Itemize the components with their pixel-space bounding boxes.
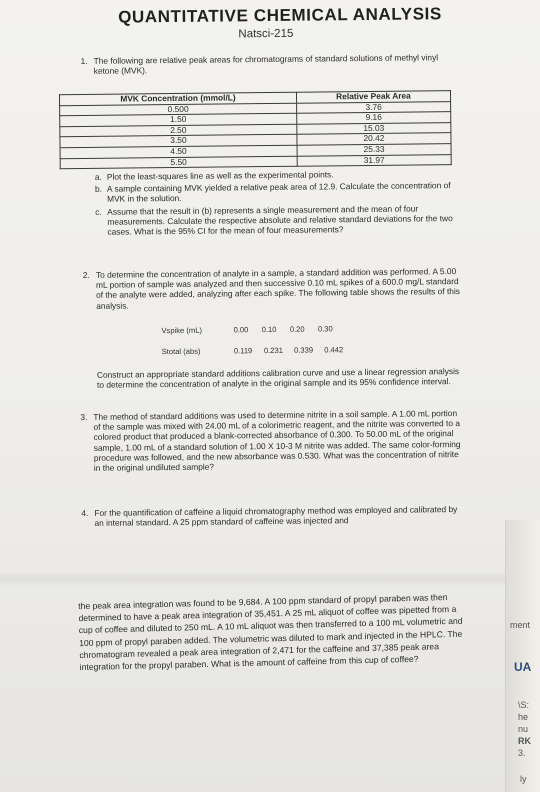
table-cell: 1.50 (60, 113, 297, 126)
question-1 (81, 52, 459, 76)
table-cell: 15.03 (297, 122, 451, 134)
question-text: For the quantification of caffeine a liquid chromatography method was employed and calibrated by an internal standard. A 25 ppm standard of caffeine was injected and (94, 504, 458, 529)
spike-value: 0.10 (261, 324, 277, 335)
edge-fragment: he (518, 712, 529, 722)
question-number: 4. (81, 507, 89, 519)
worksheet-lower-page (0, 585, 540, 792)
table-header-concentration: MVK Concentration (mmol/L) (59, 92, 296, 105)
table-cell: 3.76 (297, 101, 451, 113)
edge-fragment: UA (514, 660, 532, 674)
edge-fragment: 3. (518, 748, 526, 758)
adjacent-page-edge (505, 520, 540, 792)
spike-value: 0.30 (317, 324, 333, 334)
spike-row-volume (161, 324, 344, 335)
question-2 (83, 266, 461, 311)
question-text: The method of standard additions was used to determine nitrite in a soil sample. A 1.00 mL portion of the sample was mixed with 24.00 mL of a colorimetric reagent, and the nitrite was converted to a colored product that produced a blank-corrected absorbance of 0.300. To 50.00 mL of the original sample, 1.00 mL of a standard solution of 1.00 X 10-3 M nitrite was added. The same color-forming procedure was followed, and the new absorbance was 0.530. What was the concentration of nitrite in the original undiluted sample? (93, 408, 461, 473)
spike-row-absorbance (162, 345, 353, 356)
question-1-parts (82, 168, 461, 237)
question-4-continuation: the peak area integration was found to be 9,684. A 100 ppm standard of propyl paraben was then determined to have a peak area integration of 35,451. A 25 mL aliquot of coffee was pipetted from a cup of coffee and diluted to 250 mL. A 10 mL aliquot was then transferred to a 100 mL volumetric and 100 ppm of propyl paraben added. The volumetric was diluted to mark and injected in the HPLC. The chromatogram revealed a peak area integration of 2,471 for the caffeine and 37,385 peak area integration for the propyl paraben. What is the amount of caffeine from this cup of coffee? (78, 592, 463, 673)
spike-value: 0.442 (324, 345, 344, 355)
table-cell: 0.500 (60, 103, 297, 116)
question-2-instructions: Construct an appropriate standard additions calibration curve and use a linear regression analysis to determine the concentration of analyte in the original sample and its 95% confidence interval. (96, 366, 460, 391)
part-text: Assume that the result in (b) represents a single measurement and the mean of four measurements. Calculate the respective absolute and relative standard deviations for the two cases. What is the 95% CI for the mean of four measurements? (107, 203, 453, 237)
question-number: 3. (80, 411, 88, 423)
part-text: Plot the least-squares line as well as the experimental points. (106, 169, 334, 182)
spike-row-label: Vspike (mL) (161, 325, 203, 336)
question-number: 1. (80, 55, 88, 66)
spike-value: 0.339 (293, 345, 314, 355)
table-cell: 5.50 (60, 156, 297, 169)
table-cell: 31.97 (297, 154, 451, 166)
question-3 (80, 408, 465, 473)
edge-fragment: RK (518, 736, 531, 746)
table-cell: 9.16 (297, 112, 451, 124)
table-cell: 2.50 (60, 124, 297, 137)
course-code: Natsci-215 (238, 27, 294, 41)
question-text: The following are relative peak areas for chromatograms of standard solutions of methyl vinyl ketone (MVK). (93, 52, 439, 77)
page-fold-shadow (0, 572, 540, 586)
edge-fragment: ly (520, 774, 527, 784)
spike-value: 0.231 (263, 345, 283, 356)
table-cell: 20.42 (297, 133, 451, 145)
part-text: A sample containing MVK yielded a relative peak area of 12.9. Calculate the concentration of MVK in the solution. (106, 180, 451, 205)
spike-value: 0.00 (233, 325, 249, 335)
spike-value: 0.20 (289, 324, 305, 334)
spike-value: 0.119 (233, 346, 253, 356)
edge-fragment: nu (518, 724, 529, 734)
part-letter: b. (94, 183, 103, 195)
table-cell: 3.50 (60, 135, 297, 148)
part-letter: a. (94, 171, 102, 182)
part-letter: c. (95, 206, 102, 217)
question-4 (81, 504, 465, 528)
table-cell: 25.33 (297, 144, 451, 156)
table-header-peak-area: Relative Peak Area (296, 91, 450, 103)
edge-fragment: ment (510, 620, 531, 630)
spike-row-label: Stotal (abs) (161, 346, 201, 357)
page-title: QUANTITATIVE CHEMICAL ANALYSIS (118, 4, 442, 27)
question-number: 2. (82, 269, 90, 280)
question-part-c (95, 203, 460, 237)
question-text: To determine the concentration of analyte in a sample, a standard addition was performed. A 5.00 mL portion of sample was analyzed and then successive 0.10 mL spikes of a 600.0 mg/L standard of the analyte were added, analyzing after each spike. The following table shows the results of this analysis. (95, 266, 461, 311)
edge-fragment: \S: (518, 700, 530, 710)
table-cell: 4.50 (60, 145, 297, 158)
question-part-b (95, 180, 460, 204)
mvk-data-table (59, 90, 452, 169)
